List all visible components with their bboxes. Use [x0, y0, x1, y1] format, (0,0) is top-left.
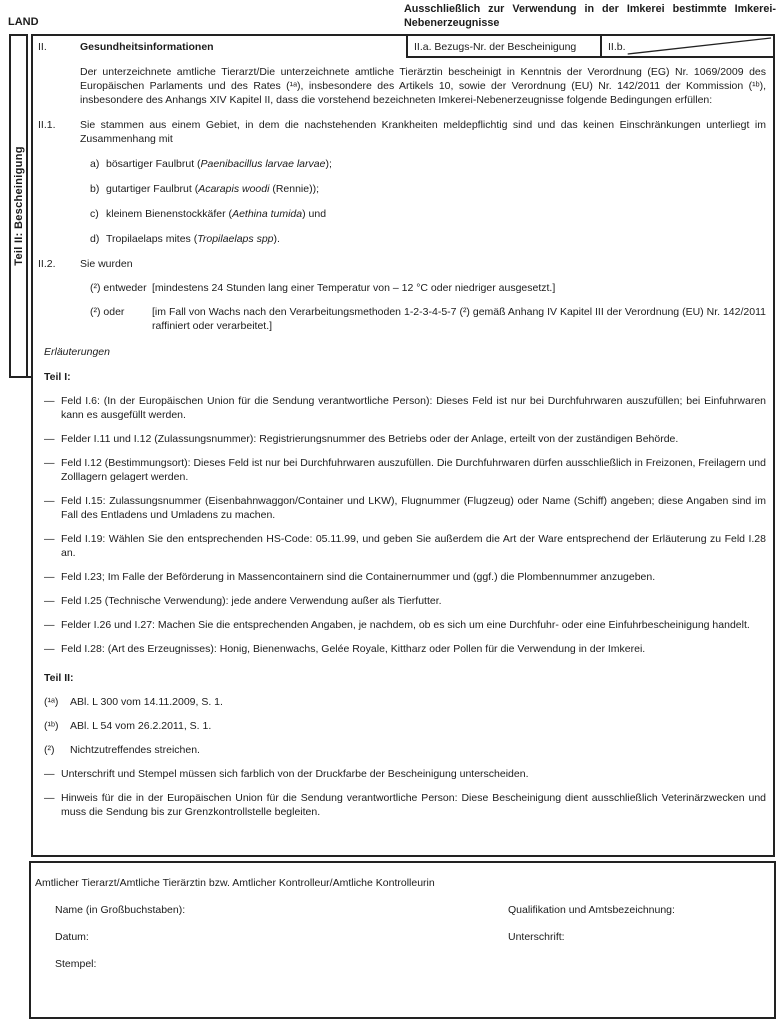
- iib-cell: [600, 36, 773, 58]
- option-entweder: (²) entweder [mindestens 24 Stunden lang einer Temperatur von – 12 °C oder niedriger ausgesetzt.]: [90, 282, 556, 294]
- date-field-label: Datum:: [55, 931, 89, 943]
- diagonal-line: [602, 36, 773, 56]
- clause-ii1: [38, 118, 766, 146]
- note-item-i11-i12: — Felder I.11 und I.12 (Zulassungsnummer): Registrierungsnummer des Betriebs oder der Anlage, erteilt von der zuständigen Behörde.: [44, 433, 679, 445]
- signature-box: [29, 861, 776, 1019]
- note-item-i28: — Feld I.28: (Art des Erzeugnisses): Honig, Bienenwachs, Gelée Royale, Kittharz oder Pollen für die Verwendung in der Imkerei.: [44, 643, 646, 655]
- signature-field-label: Unterschrift:: [508, 931, 565, 943]
- clause-ii2: [38, 257, 766, 271]
- species-name: Acarapis woodi: [198, 183, 270, 195]
- health-info-header-cell: [33, 36, 406, 58]
- name-field-label: Name (in Großbuchstaben):: [55, 904, 186, 916]
- species-name: Aethina tumida: [232, 208, 303, 220]
- signature-row-name: [55, 903, 774, 917]
- part-ii-strip-label: Teil II: Bescheinigung: [12, 146, 25, 266]
- note-item-i26-i27: — Felder I.26 und I.27: Machen Sie die entsprechenden Angaben, je nachdem, ob es sich um eine Durchfuhr- oder eine Einfuhrbescheinigung handelt.: [44, 619, 750, 631]
- intro-paragraph: Der unterzeichnete amtliche Tierarzt/Die unterzeichnete amtliche Tierärztin bescheinigt in Kenntnis der Verordnung (EG) Nr. 1069/2009 des Europäischen Parlaments und des Rates (¹ᵃ), insbesondere des Artikels 10, sowie der Verordnung (EU) Nr. 142/2011 der Kommission (¹ᵇ), insbesondere des Anhangs XIV Kapitel II, dass die vorstehend bezeichneten Imkerei-Nebenerzeugnisse folgende Bedingungen erfüllen:: [80, 66, 766, 106]
- part-i-title: Teil I:: [44, 371, 71, 383]
- iib-label: II.b.: [608, 41, 626, 53]
- section-number: II.: [38, 41, 47, 53]
- clause-ii1-text: Sie stammen aus einem Gebiet, in dem die nachstehenden Krankheiten meldepflichtig sind und das keinen Einschränkungen unterliegt im Zusammenhang mit: [80, 119, 766, 145]
- signature-row-date: [55, 930, 774, 944]
- clause-ii1-number: II.1.: [38, 119, 56, 131]
- notes-heading: Erläuterungen: [44, 346, 110, 358]
- document-title: [404, 3, 776, 30]
- disease-item-d: d) Tropilaelaps mites (Tropilaelaps spp).: [90, 233, 280, 245]
- species-name: Paenibacillus larvae larvae: [200, 158, 326, 170]
- note-item-i25: — Feld I.25 (Technische Verwendung): jede andere Verwendung außer als Tierfutter.: [44, 595, 442, 607]
- document-title-line2: Nebenerzeugnisse: [404, 16, 500, 29]
- certificate-box: [31, 34, 775, 857]
- signature-row-stamp: [55, 957, 774, 971]
- certificate-content: [33, 65, 773, 819]
- footnote-2: (²) Nichtzutreffendes streichen.: [44, 744, 200, 756]
- clause-ii2-text: Sie wurden: [80, 258, 133, 270]
- note-item-i12: — Feld I.12 (Bestimmungsort): Dieses Feld ist nur bei Durchfuhrwaren auszufüllen. Die Durchfuhrwaren dürfen ausschließlich in Freizonen, Freilagern und Zolllagern gelagert werden.: [44, 457, 766, 483]
- stamp-field-label: Stempel:: [55, 958, 97, 970]
- document-title-line1: Ausschließlich zur Verwendung in der Imkerei bestimmte Imkerei-: [404, 3, 776, 15]
- note-item-i23: — Feld I.23; Im Falle der Beförderung in Massencontainern sind die Containernummer und (ggf.) die Plombennummer anzugeben.: [44, 571, 656, 583]
- signature-title: Amtlicher Tierarzt/Amtliche Tierärztin bzw. Amtlicher Kontrolleur/Amtliche Kontrolleurin: [35, 877, 435, 889]
- country-label: LAND: [8, 16, 39, 28]
- note-item-i19: — Feld I.19: Wählen Sie den entsprechenden HS-Code: 05.11.99, und geben Sie außerdem die Art der Ware entsprechend der Erläuterung zu Feld I.28 an.: [44, 533, 766, 559]
- clause-ii2-number: II.2.: [38, 258, 56, 270]
- disease-item-b: b) gutartiger Faulbrut (Acarapis woodi (Rennie));: [90, 183, 320, 195]
- footnote-1b: (¹ᵇ) ABl. L 54 vom 26.2.2011, S. 1.: [44, 720, 212, 732]
- part-ii-strip: [9, 34, 28, 378]
- option-oder: (²) oder [im Fall von Wachs nach den Verarbeitungsmethoden 1-2-3-4-5-7 (²) gemäß Anhang IV Kapitel III der Verordnung (EU) Nr. 142/2011 raffiniert oder verarbeitet.]: [90, 306, 766, 332]
- species-name: Tropilaelaps spp: [197, 233, 274, 245]
- note-item-hinweis: — Hinweis für die in der Europäischen Union für die Sendung verantwortliche Person: Diese Bescheinigung dient ausschließlich Veterinärzwecken und muss die Sendung bis zur Grenzkontrollstelle begleiten.: [44, 792, 766, 818]
- table-header-row: [33, 36, 773, 58]
- footnote-1a: (¹ᵃ) ABl. L 300 vom 14.11.2009, S. 1.: [44, 696, 223, 708]
- part-ii-title: Teil II:: [44, 672, 74, 684]
- note-item-i6: — Feld I.6: (In der Europäischen Union für die Sendung verantwortliche Person): Dieses Feld ist nur bei Durchfuhrwaren auszufüllen; bei Einfuhrwaren kann es ausgefüllt werden.: [44, 395, 766, 421]
- section-title: Gesundheitsinformationen: [80, 41, 214, 53]
- qualification-field-label: Qualifikation und Amtsbezeichnung:: [508, 904, 675, 916]
- reference-number-cell: II.a. Bezugs-Nr. der Bescheinigung: [406, 36, 600, 58]
- note-item-signature-color: — Unterschrift und Stempel müssen sich farblich von der Druckfarbe der Bescheinigung unterscheiden.: [44, 768, 529, 780]
- disease-item-c: c) kleinem Bienenstockkäfer (Aethina tumida) und: [90, 208, 327, 220]
- disease-item-a: a) bösartiger Faulbrut (Paenibacillus larvae larvae);: [90, 158, 332, 170]
- note-item-i15: — Feld I.15: Zulassungsnummer (Eisenbahnwaggon/Container und LKW), Flugnummer (Flugzeug) oder Name (Schiff) angeben; diese Angaben sind im Fall des Entladens und Umladens zu machen.: [44, 495, 766, 521]
